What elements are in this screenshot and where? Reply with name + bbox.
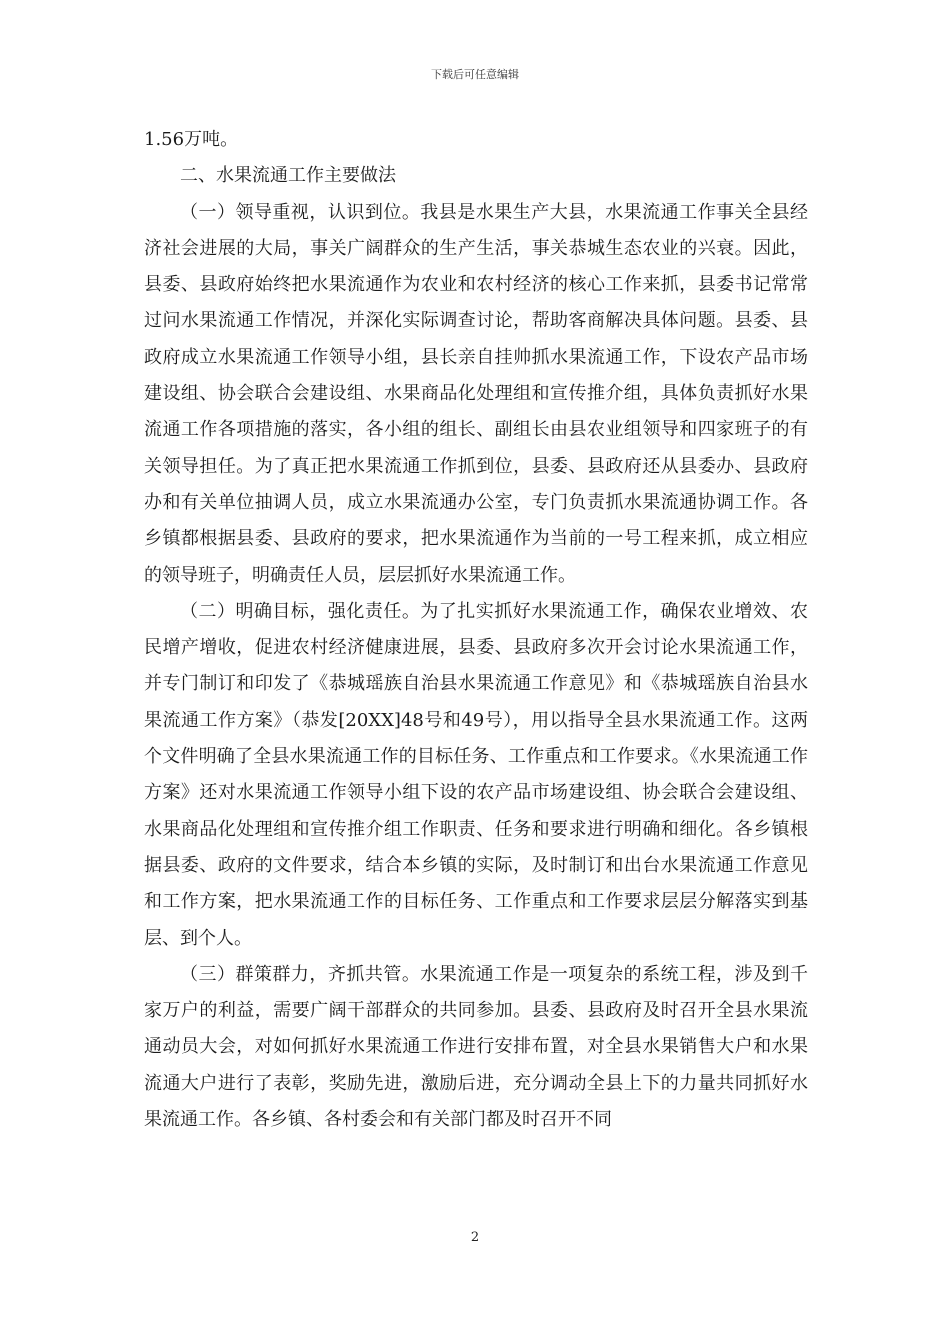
section-heading: 二、水果流通工作主要做法: [180, 165, 396, 187]
paragraph-leadership: （一）领导重视，认识到位。我县是水果生产大县，水果流通工作事关全县经济社会进展的大局，事关广阔群众的生产生活，事关恭城生态农业的兴衰。因此，县委、县政府始终把水果流通作为农业和农村经济的核心工作来抓，县委书记常常过问水果流通工作情况，并深化实际调查讨论，帮助客商解决具体问题。县委、县政府成立水果流通工作领导小组，县长亲自挂帅抓水果流通工作，下设农产品市场建设组、协会联合会建设组、水果商品化处理组和宣传推介组，具体负责抓好水果流通工作各项措施的落实，各小组的组长、副组长由县农业组领导和四家班子的有关领导担任。为了真正把水果流通工作抓到位，县委、县政府还从县委办、县政府办和有关单位抽调人员，成立水果流通办公室，专门负责抓水果流通协调工作。各乡镇都根据县委、县政府的要求，把水果流通作为当前的一号工程来抓，成立相应的领导班子，明确责任人员，层层抓好水果流通工作。: [144, 201, 808, 586]
document-body: [144, 122, 808, 1138]
paragraph-goals: （二）明确目标，强化责任。为了扎实抓好水果流通工作，确保农业增效、农民增产增收，促进农村经济健康进展，县委、县政府多次开会讨论水果流通工作，并专门制订和印发了《恭城瑶族自治县水果流通工作意见》和《恭城瑶族自治县水果流通工作方案》（恭发[20XX]48号和49号），用以指导全县水果流通工作。这两个文件明确了全县水果流通工作的目标任务、工作重点和工作要求。《水果流通工作方案》还对水果流通工作领导小组下设的农产品市场建设组、协会联合会建设组、水果商品化处理组和宣传推介组工作职责、任务和要求进行明确和细化。各乡镇根据县委、政府的文件要求，结合本乡镇的实际，及时制订和出台水果流通工作意见和工作方案，把水果流通工作的目标任务、工作重点和工作要求层层分解落实到基层、到个人。: [144, 600, 808, 949]
page-number: 2: [470, 1230, 480, 1245]
paragraph-continuation: 1.56万吨。: [144, 129, 239, 150]
page-header: 下载后可任意编辑: [431, 68, 519, 81]
paragraph-cooperation: （三）群策群力，齐抓共管。水果流通工作是一项复杂的系统工程，涉及到千家万户的利益，需要广阔干部群众的共同参加。县委、县政府及时召开全县水果流通动员大会，对如何抓好水果流通工作进行安排布置，对全县水果销售大户和水果流通大户进行了表彰，奖励先进，激励后进，充分调动全县上下的力量共同抓好水果流通工作。各乡镇、各村委会和有关部门都及时召开不同: [144, 963, 808, 1131]
